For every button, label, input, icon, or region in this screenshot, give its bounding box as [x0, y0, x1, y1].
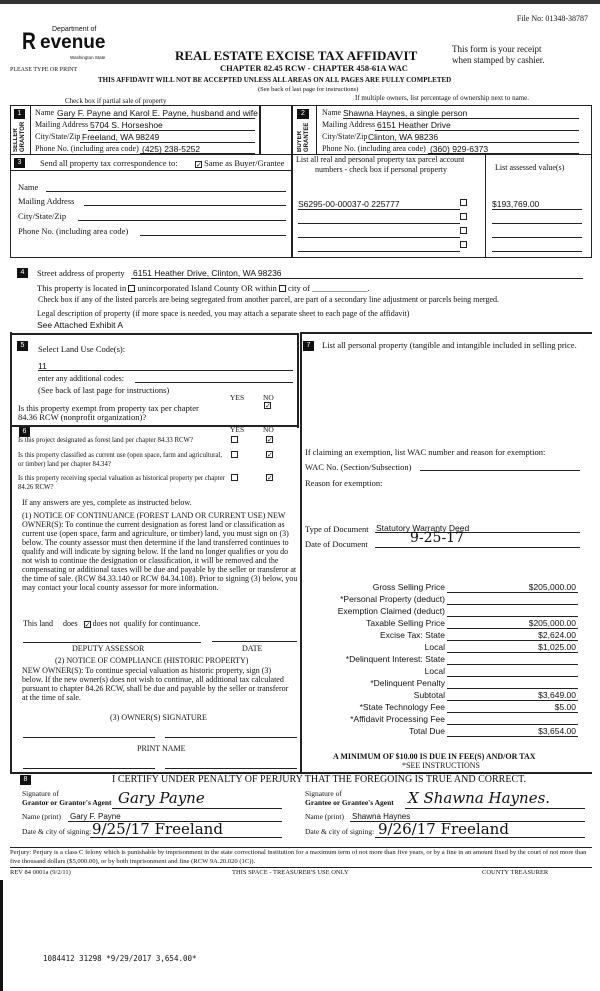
if-yes-note: If any answers are yes, complete as instructed below.	[22, 498, 192, 507]
buyer-grantee-label: BUYER GRANTEE	[297, 122, 310, 152]
seller-city[interactable]: Freeland, WA 98249	[82, 132, 160, 142]
fee-label: Taxable Selling Price	[366, 618, 445, 628]
personal-property-checkbox[interactable]	[460, 241, 467, 248]
grantee-signature[interactable]: X Shawna Haynes.	[408, 789, 551, 807]
wac-label: WAC No. (Section/Subsection)	[305, 462, 412, 472]
receipt-note-1: This form is your receipt	[452, 44, 542, 54]
forest-no-checkbox[interactable]: ✓	[267, 436, 273, 444]
legal-desc-label: Legal description of property (if more space is needed, you may attach a separate sheet to each page of the affidavit)	[37, 309, 410, 318]
current-use-no-checkbox[interactable]: ✓	[267, 451, 273, 459]
corr-name-label: Name	[18, 182, 39, 192]
street-label: Street address of property	[37, 268, 125, 278]
personal-property-checkbox[interactable]	[460, 199, 467, 206]
seller-city-label: City/State/Zip	[35, 132, 81, 141]
correspondence-label: Send all property tax correspondence to:	[40, 158, 178, 168]
buyer-name-label: Name	[322, 108, 342, 117]
assessed-value[interactable]: $193,769.00	[492, 199, 540, 209]
notice-of-continuance: (1) NOTICE OF CONTINUANCE (FOREST LAND OR CURRENT USE) NEW OWNER(S): To continue the current designation as forest land or classification as current use (open space, farm and agriculture, or timber) land, you must sign on (3) below. The county assessor must then determine if the land transferred continues to qualify and will indicate by signing below. If the land no longer qualifies or you do not wish to continue the designation or classification, it will be removed and the compensating or additional taxes will be due and payable by the seller or transferor at the time of sale. (RCW 84.33.140 or RCW 84.34.108). Prior to signing (3) below, you may contact your local county assessor for more information.	[22, 511, 298, 592]
corr-city-label: City/State/Zip	[18, 211, 67, 221]
document-type[interactable]: Statutory Warranty Deed	[376, 523, 470, 533]
legal-description[interactable]: See Attached Exhibit A	[37, 320, 124, 330]
buyer-address[interactable]: 6151 Heather Drive	[377, 120, 451, 130]
owner-signature-line-2[interactable]	[165, 737, 297, 738]
section-8-number: 8	[20, 775, 31, 785]
fee-label: Total Due	[409, 726, 445, 736]
fee-value[interactable]: $205,000.00	[528, 582, 576, 592]
wac-field[interactable]	[420, 470, 580, 471]
located-label: This property is located in	[37, 283, 127, 293]
file-number: File No: 01348-38787	[516, 14, 588, 23]
yes-header: YES	[230, 393, 245, 402]
certification-statement: I CERTIFY UNDER PENALTY OF PERJURY THAT THE FOREGOING IS TRUE AND CORRECT.	[112, 774, 526, 785]
see-instructions: *SEE INSTRUCTIONS	[402, 761, 481, 770]
doc-date-label: Date of Document	[305, 539, 368, 549]
fee-row	[300, 690, 580, 702]
assessed-header: List assessed value(s)	[495, 163, 565, 172]
form-title: REAL ESTATE EXCISE TAX AFFIDAVIT	[175, 48, 418, 63]
section-4-number: 4	[17, 268, 28, 278]
section-2-number: 2	[297, 109, 309, 119]
fee-label: *Delinquent Interest: State	[345, 654, 445, 664]
personal-property-checkbox[interactable]	[460, 213, 467, 220]
partial-sale-label: Check box if partial sale of property	[65, 97, 167, 105]
current-use-yes-checkbox[interactable]	[231, 451, 238, 458]
parcel-header-2: numbers - check box if personal property	[315, 165, 447, 174]
doc-type-label: Type of Document	[305, 524, 369, 534]
grantor-sig-label: Signature of	[22, 789, 59, 798]
qualify-label: qualify for continuance.	[123, 619, 201, 628]
corr-name-field[interactable]	[46, 191, 286, 192]
fee-row	[300, 726, 580, 738]
fee-label: *State Technology Fee	[359, 702, 445, 712]
seller-address[interactable]: 5704 S. Horseshoe	[90, 120, 163, 130]
grantor-agent-label: Grantor or Grantor's Agent	[22, 798, 112, 807]
grantor-printed-name[interactable]: Gary F. Payne	[70, 812, 121, 821]
seller-addr-label: Mailing Address	[35, 120, 89, 129]
fee-label: Exemption Claimed (deduct)	[337, 606, 445, 616]
print-name-line[interactable]	[23, 768, 155, 769]
section-6-number: 6	[19, 427, 30, 437]
additional-codes-field[interactable]	[135, 382, 293, 383]
fee-row	[300, 594, 580, 606]
fee-value[interactable]: $1,025.00	[538, 642, 576, 652]
buyer-city-label: City/State/Zip	[322, 132, 368, 141]
unincorporated-checkbox[interactable]	[128, 285, 135, 292]
forest-land-question: Is this project designated as forest land per chapter 84.33 RCW?	[18, 437, 193, 444]
owner-signature-label: (3) OWNER(S) SIGNATURE	[110, 713, 207, 722]
assessor-date-line[interactable]	[212, 641, 297, 642]
does-label: does	[63, 619, 78, 628]
same-as-buyer-checkbox[interactable]: ✓ Same as Buyer/Grantee	[196, 158, 285, 169]
grantee-name-label: Name (print)	[305, 812, 344, 821]
continuance-line	[23, 619, 200, 628]
fee-label: Gross Selling Price	[372, 582, 445, 592]
parcel-header-1: List all real and personal property tax parcel account	[296, 155, 465, 164]
grantee-printed-name[interactable]: Shawna Haynes	[352, 812, 411, 821]
fee-row	[300, 606, 580, 618]
fee-label: *Delinquent Penalty	[370, 678, 445, 688]
fee-label: Local	[424, 666, 445, 676]
exempt-question: Is this property exempt from property tax per chapter 84.36 RCW (nonprofit organization)?	[18, 403, 199, 422]
personal-property-checkbox[interactable]	[460, 227, 467, 234]
notice-of-compliance: NEW OWNER(S): To continue special valuation as historic property, sign (3) below. If the new owner(s) does not wish to continue, all additional tax calculated pursuant to chapter 84.26 RCW, shall be due and payable by the seller or transferor at the time of sale.	[22, 666, 289, 702]
seller-grantor-label: SELLER GRANTOR	[13, 121, 26, 152]
grantee-sig-label: Signature of	[305, 789, 342, 798]
date-label: DATE	[242, 644, 263, 653]
current-use-question: Is this property classified as current use (open space, farm and agricultural, or timber) land per chapter 84.34?	[18, 452, 223, 468]
grantor-date-city[interactable]: 9/25/17 Freeland	[92, 820, 223, 838]
this-land-label: This land	[23, 619, 53, 628]
city-checkbox[interactable]	[279, 285, 286, 292]
historical-question: Is this property receiving special valuation as historical property per chapter 84.26 RCW?	[18, 475, 225, 491]
fee-row	[300, 714, 580, 726]
personal-property-label: List all personal property (tangible and intangible included in selling price.	[322, 340, 577, 350]
exemption-note: If claiming an exemption, list WAC number and reason for exemption:	[305, 447, 546, 457]
fee-label: Local	[424, 642, 445, 652]
fee-value[interactable]: $2,624.00	[538, 630, 576, 640]
city-label: city of _____________.	[288, 283, 370, 293]
form-revision: REV 84 0001a (9/2/11)	[10, 869, 71, 876]
print-name-line-2[interactable]	[165, 768, 297, 769]
located-in	[37, 283, 369, 293]
buyer-phone-label: Phone No. (including area code)	[322, 144, 426, 153]
historical-yes-checkbox[interactable]	[231, 474, 238, 481]
corr-address-field[interactable]	[84, 205, 286, 206]
grantor-signature[interactable]: Gary Payne	[118, 789, 205, 807]
fee-row	[300, 630, 580, 642]
corr-phone-field[interactable]	[140, 235, 286, 236]
does-not-label: does not	[92, 619, 120, 628]
fee-value[interactable]: $3,654.00	[538, 726, 576, 736]
deputy-signature-line[interactable]	[23, 642, 201, 643]
land-use-label: Select Land Use Code(s):	[38, 344, 126, 354]
grantee-date-label: Date & city of signing:	[305, 827, 375, 836]
see-back: (See back of last page for instructions)	[258, 86, 359, 93]
multiple-owners-note: If multiple owners, list percentage of ownership next to name.	[355, 94, 529, 102]
buyer-phone[interactable]: (360) 929-6373	[430, 144, 489, 154]
grantee-date-city[interactable]: 9/26/17 Freeland	[378, 820, 509, 838]
does-not-checkbox[interactable]: ✓	[84, 621, 91, 629]
land-use-code[interactable]: 11	[38, 361, 47, 371]
no-header: NO	[263, 393, 274, 402]
seller-phone[interactable]: (425) 238-5252	[142, 144, 201, 154]
fee-row	[300, 582, 580, 594]
grantee-agent-label: Grantee or Grantee's Agent	[305, 798, 394, 807]
fee-row	[300, 666, 580, 678]
seller-name-label: Name	[35, 108, 55, 117]
reason-label: Reason for exemption:	[305, 478, 383, 488]
fee-label: *Personal Property (deduct)	[340, 594, 445, 604]
section-7-number: 7	[303, 341, 314, 351]
same-as-buyer-label: Same as Buyer/Grantee	[204, 158, 285, 168]
fee-value[interactable]: $5.00	[554, 702, 576, 712]
fee-value[interactable]: $205,000.00	[528, 618, 576, 628]
buyer-city[interactable]: Clinton, WA 98236	[368, 132, 439, 142]
notice-of-compliance-title: (2) NOTICE OF COMPLIANCE (HISTORIC PROPERTY)	[55, 656, 249, 665]
warning: THIS AFFIDAVIT WILL NOT BE ACCEPTED UNLESS ALL AREAS ON ALL PAGES ARE FULLY COMPLETED	[98, 76, 452, 84]
seller-name[interactable]: Gary F. Payne and Karol E. Payne, husband and wife	[57, 108, 258, 118]
scan-edge	[0, 0, 600, 4]
fee-label: *Affidavit Processing Fee	[350, 714, 445, 724]
perjury-notice: Perjury: Perjury is a class C felony which is punishable by imprisonment in the state correctional institution for a maximum term of not more than five years, or by a fine in an amount fixed by the court of not more than five thousand dollars ($5,000.00), or by both imprisonment and fine (RCW 9A.20.020 (1C)).	[10, 849, 587, 865]
fee-row	[300, 702, 580, 714]
fee-value[interactable]: $3,649.00	[538, 690, 576, 700]
minimum-due-note: A MINIMUM OF $10.00 IS DUE IN FEE(S) AND/OR TAX	[333, 752, 536, 761]
fee-row	[300, 642, 580, 654]
fee-label: Excise Tax: State	[379, 630, 445, 640]
treasurer-space-label: THIS SPACE - TREASURER'S USE ONLY	[232, 869, 349, 876]
fee-row	[300, 678, 580, 690]
see-back-5: (See back of last page for instructions)	[38, 385, 170, 395]
property-street-address[interactable]: 6151 Heather Drive, Clinton, WA 98236	[133, 268, 282, 278]
grantor-name-label: Name (print)	[22, 812, 61, 821]
buyer-name[interactable]: Shawna Haynes, a single person	[343, 108, 468, 118]
seller-phone-label: Phone No. (including area code)	[35, 144, 139, 153]
section-5-number: 5	[17, 341, 28, 351]
historical-no-checkbox[interactable]: ✓	[267, 474, 273, 482]
county-treasurer-label: COUNTY TREASURER	[482, 869, 549, 876]
forest-yes-checkbox[interactable]	[231, 436, 238, 443]
corr-addr-label: Mailing Address	[18, 196, 75, 206]
parcel-number[interactable]: S6295-00-00037-0 225777	[298, 199, 400, 209]
cashier-stamp: 1084412 31298 *9/29/2017 3,654.00*	[43, 954, 197, 963]
section-1-number: 1	[14, 109, 25, 119]
no-header-6: NO	[263, 425, 274, 434]
exempt-no-checkbox[interactable]: ✓	[265, 402, 271, 410]
please-type: PLEASE TYPE OR PRINT	[10, 67, 78, 73]
document-date[interactable]: 9-25-17	[410, 530, 464, 546]
form-subtitle: CHAPTER 82.45 RCW - CHAPTER 458-61A WAC	[220, 63, 408, 73]
grantor-date-label: Date & city of signing:	[22, 827, 92, 836]
corr-city-field[interactable]	[78, 220, 286, 221]
fee-row	[300, 654, 580, 666]
fee-row	[300, 618, 580, 630]
print-name-label: PRINT NAME	[137, 744, 186, 753]
owner-signature-line[interactable]	[23, 737, 155, 738]
corr-phone-label: Phone No. (including area code)	[18, 226, 129, 236]
receipt-note-2: when stamped by cashier.	[452, 55, 545, 65]
section-3-number: 3	[14, 158, 25, 168]
unincorporated-label: unincorporated Island County OR within	[137, 283, 277, 293]
segregated-note: Check box if any of the listed parcels are being segregated from another parcel, are part of a secondary line adjustment or parcels being merged.	[38, 295, 499, 304]
additional-codes-label: enter any additional codes:	[38, 374, 124, 383]
buyer-addr-label: Mailing Address	[322, 120, 376, 129]
deputy-assessor-label: DEPUTY ASSESSOR	[72, 644, 145, 653]
yes-header-6: YES	[230, 425, 245, 434]
fee-label: Subtotal	[413, 690, 445, 700]
